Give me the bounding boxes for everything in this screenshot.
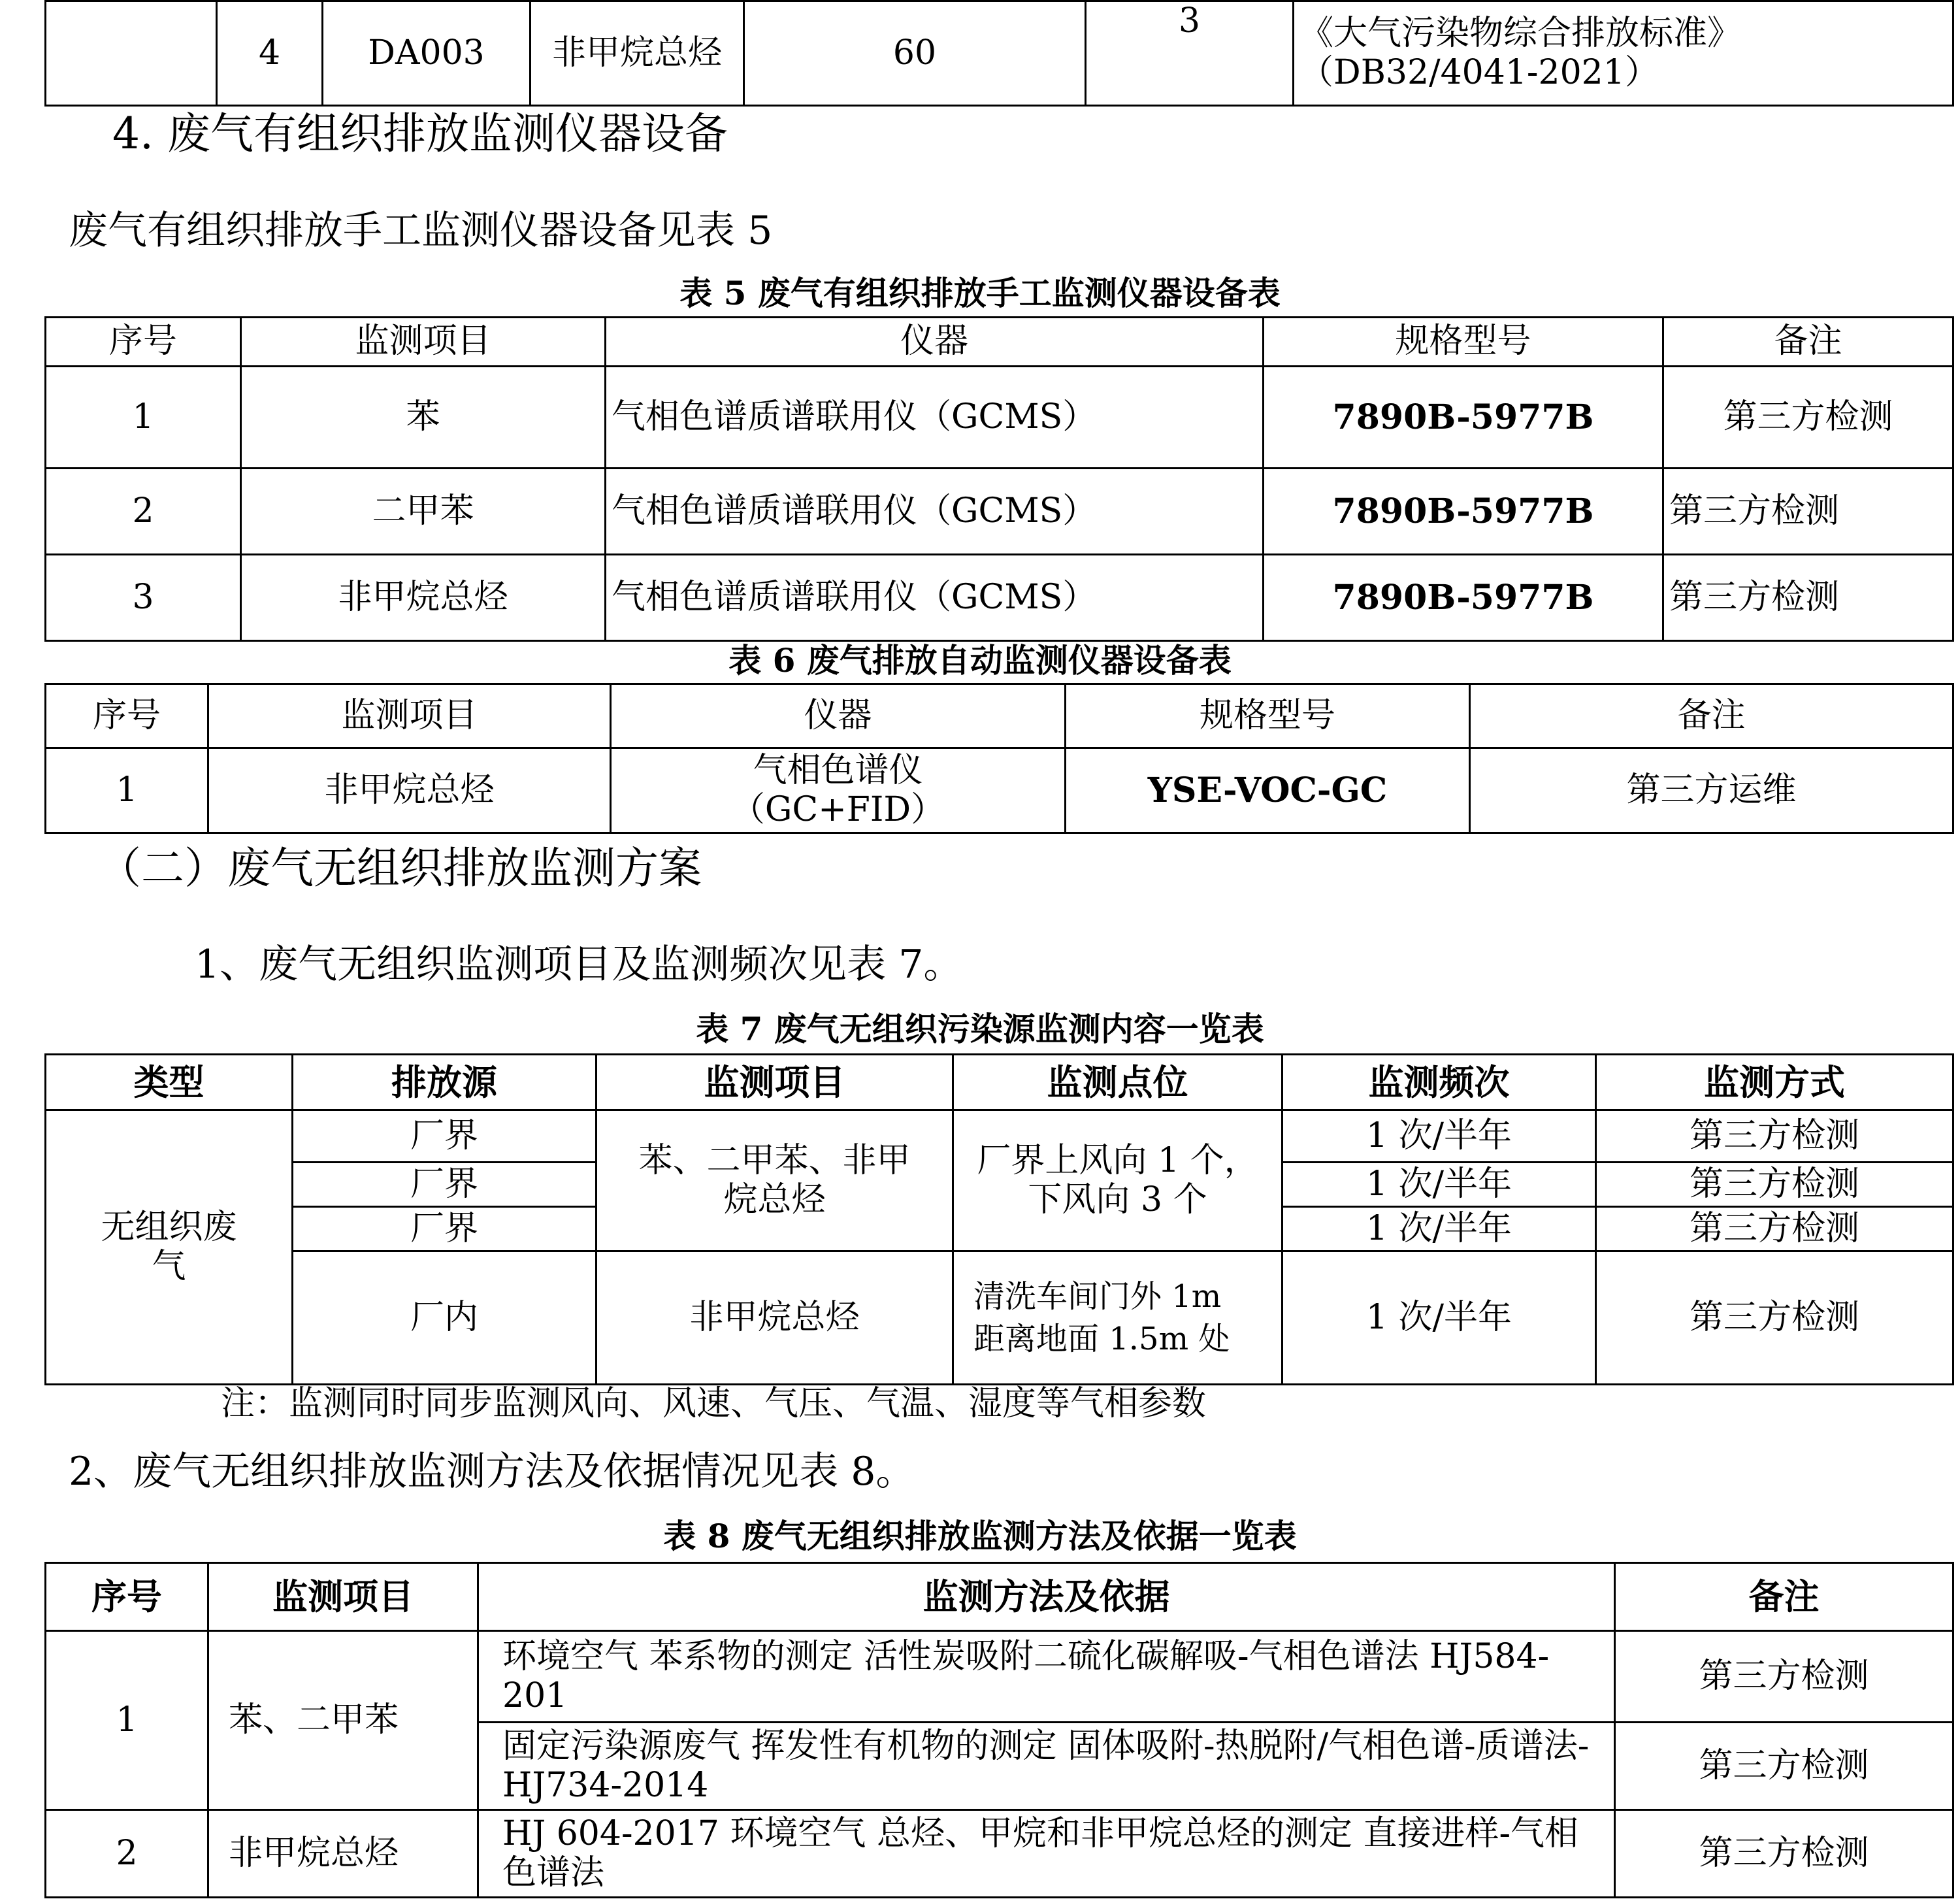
header-cell: 规格型号	[1066, 684, 1470, 748]
table-row	[46, 1110, 1953, 1163]
section-4-title: 4. 废气有组织排放监测仪器设备	[112, 108, 728, 159]
cell: DA003	[323, 1, 531, 106]
cell: 厂界	[293, 1207, 596, 1251]
cell: 第三方检测	[1663, 367, 1953, 469]
cell: 1	[46, 367, 241, 469]
cell: 7890B-5977B	[1264, 555, 1663, 641]
table-header	[46, 1563, 1953, 1631]
cell: 非甲烷总烃	[596, 1251, 953, 1385]
header-cell: 仪器	[606, 318, 1264, 367]
cell: 第三方检测	[1663, 469, 1953, 555]
cell: 第三方检测	[1615, 1723, 1953, 1810]
cell: 2	[46, 469, 241, 555]
cell: 第三方检测	[1615, 1631, 1953, 1723]
header-cell: 排放源	[293, 1055, 596, 1110]
cell: 厂内	[293, 1251, 596, 1385]
cell: 非甲烷总烃	[208, 1810, 478, 1898]
cell: 气相色谱质谱联用仪（GCMS）	[606, 555, 1264, 641]
cell: 苯	[241, 367, 606, 469]
cell: 无组织废气	[46, 1110, 293, 1385]
header-cell: 备注	[1470, 684, 1953, 748]
table-top	[44, 0, 1954, 107]
cell: 1 次/半年	[1282, 1207, 1596, 1251]
cell: 苯、二甲苯、非甲烷总烃	[596, 1110, 953, 1251]
section-2-text-1: 1、废气无组织监测项目及监测频次见表 7。	[195, 942, 963, 987]
cell: 清洗车间门外 1m 距离地面 1.5m 处	[953, 1251, 1282, 1385]
table5	[44, 316, 1954, 642]
cell: 气相色谱质谱联用仪（GCMS）	[606, 469, 1264, 555]
header-cell: 仪器	[611, 684, 1066, 748]
header-cell: 监测项目	[241, 318, 606, 367]
table-header	[46, 684, 1953, 748]
table-row	[46, 1, 1953, 106]
cell	[46, 1, 217, 106]
cell: 2	[46, 1810, 208, 1898]
table-row	[46, 748, 1953, 833]
header-cell: 监测项目	[208, 1563, 478, 1631]
table-header	[46, 1055, 1953, 1110]
cell: 第三方检测	[1596, 1110, 1953, 1163]
table8	[44, 1562, 1954, 1898]
section-4-text: 废气有组织排放手工监测仪器设备见表 5	[69, 208, 773, 254]
cell: 第三方检测	[1615, 1810, 1953, 1898]
cell: 非甲烷总烃	[531, 1, 744, 106]
cell: 第三方检测	[1596, 1251, 1953, 1385]
table6	[44, 683, 1954, 834]
table7-caption: 表 7 废气无组织污染源监测内容一览表	[696, 1010, 1264, 1048]
cell: 苯、二甲苯	[208, 1631, 478, 1810]
cell: 3	[46, 555, 241, 641]
cell: HJ 604-2017 环境空气 总烃、甲烷和非甲烷总烃的测定 直接进样-气相色谱法	[478, 1810, 1615, 1898]
header-cell: 监测点位	[953, 1055, 1282, 1110]
header-cell: 监测方式	[1596, 1055, 1953, 1110]
header-cell: 监测频次	[1282, 1055, 1596, 1110]
header-cell: 监测项目	[596, 1055, 953, 1110]
header-cell: 监测项目	[208, 684, 611, 748]
header-cell: 备注	[1615, 1563, 1953, 1631]
cell: 1	[46, 1631, 208, 1810]
table8-caption: 表 8 废气无组织排放监测方法及依据一览表	[663, 1517, 1297, 1555]
cell: 1	[46, 748, 208, 833]
cell: 二甲苯	[241, 469, 606, 555]
table-row	[46, 469, 1953, 555]
cell: 第三方运维	[1470, 748, 1953, 833]
header-cell: 备注	[1663, 318, 1953, 367]
cell: 厂界上风向 1 个，下风向 3 个	[953, 1110, 1282, 1251]
cell: 1 次/半年	[1282, 1110, 1596, 1163]
table-row	[46, 1251, 1953, 1385]
table-row	[46, 1631, 1953, 1723]
cell: 第三方检测	[1663, 555, 1953, 641]
cell: 厂界	[293, 1110, 596, 1163]
section-2-text-2: 2、废气无组织排放监测方法及依据情况见表 8。	[69, 1449, 915, 1494]
cell: 固定污染源废气 挥发性有机物的测定 固体吸附-热脱附/气相色谱-质谱法-HJ734-2014	[478, 1723, 1615, 1810]
cell: 第三方检测	[1596, 1207, 1953, 1251]
cell: 《大气污染物综合排放标准》（DB32/4041-2021）	[1294, 1, 1953, 106]
cell: 非甲烷总烃	[208, 748, 611, 833]
header-cell: 序号	[46, 684, 208, 748]
cell: 1 次/半年	[1282, 1163, 1596, 1207]
cell: 第三方检测	[1596, 1163, 1953, 1207]
table5-caption: 表 5 废气有组织排放手工监测仪器设备表	[679, 274, 1281, 312]
header-cell: 类型	[46, 1055, 293, 1110]
header-cell: 序号	[46, 1563, 208, 1631]
cell: 7890B-5977B	[1264, 469, 1663, 555]
cell: 4	[217, 1, 323, 106]
cell: 环境空气 苯系物的测定 活性炭吸附二硫化碳解吸-气相色谱法 HJ584-201	[478, 1631, 1615, 1723]
table-row	[46, 555, 1953, 641]
cell: 1 次/半年	[1282, 1251, 1596, 1385]
cell: 60	[744, 1, 1086, 106]
header-cell: 监测方法及依据	[478, 1563, 1615, 1631]
table7	[44, 1053, 1954, 1385]
table6-caption: 表 6 废气排放自动监测仪器设备表	[728, 641, 1232, 680]
cell: YSE-VOC-GC	[1066, 748, 1470, 833]
header-cell: 序号	[46, 318, 241, 367]
cell: 非甲烷总烃	[241, 555, 606, 641]
header-cell: 规格型号	[1264, 318, 1663, 367]
table7-note: 注：监测同时同步监测风向、风速、气压、气温、湿度等气相参数	[221, 1384, 1207, 1423]
table-header	[46, 318, 1953, 367]
section-2-title: （二）废气无组织排放监测方案	[98, 843, 702, 893]
cell: 3	[1086, 1, 1294, 106]
table-row	[46, 1810, 1953, 1898]
cell: 气相色谱质谱联用仪（GCMS）	[606, 367, 1264, 469]
cell: 7890B-5977B	[1264, 367, 1663, 469]
table-row	[46, 367, 1953, 469]
cell: 厂界	[293, 1163, 596, 1207]
cell: 气相色谱仪（GC+FID）	[611, 748, 1066, 833]
